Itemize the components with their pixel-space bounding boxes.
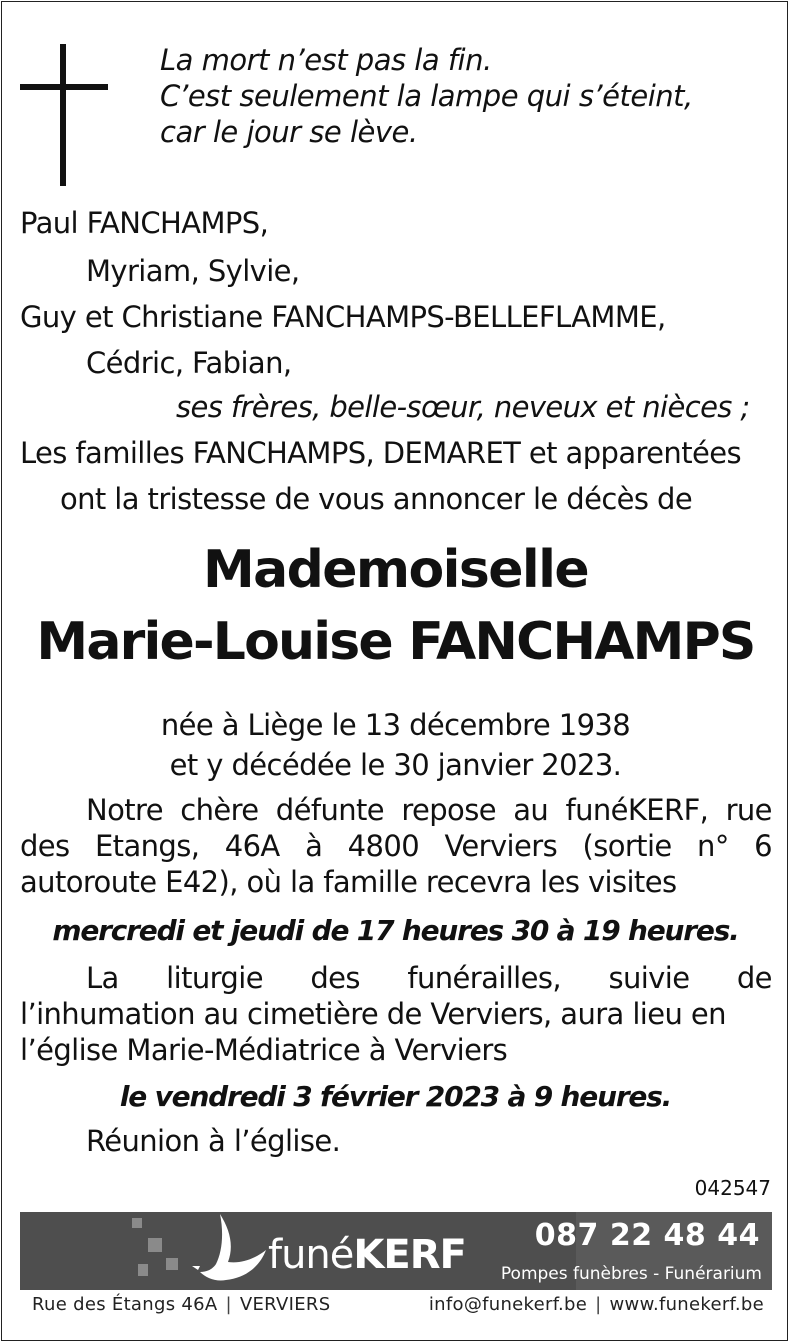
visitation-row-3: autoroute E42), où la famille recevra les visites bbox=[20, 865, 677, 899]
family-line-7: ont la tristesse de vous annoncer le décès de bbox=[60, 482, 693, 516]
banner-contact-panel bbox=[500, 1212, 772, 1290]
quote-line-1: La mort n’est pas la fin. bbox=[160, 43, 492, 77]
funeral-home-banner bbox=[20, 1212, 772, 1290]
footer-web-link[interactable]: www.funekerf.be bbox=[609, 1294, 764, 1315]
phone-number[interactable]: 087 22 48 44 bbox=[534, 1218, 760, 1253]
dove-logo-icon bbox=[190, 1212, 270, 1290]
meeting-note: Réunion à l’église. bbox=[86, 1124, 341, 1158]
decor-square bbox=[148, 1238, 162, 1252]
liturgy-row-2: l’inhumation au cimetière de Verviers, aura lieu en bbox=[20, 997, 726, 1031]
deceased-name: Marie-Louise FANCHAMPS bbox=[36, 612, 755, 672]
liturgy-row-3: l’église Marie-Médiatrice à Verviers bbox=[20, 1033, 508, 1067]
epitaph-quote bbox=[160, 42, 693, 150]
contact-footer: Rue des Étangs 46A | VERVIERS info@funekerf.be | www.funekerf.be bbox=[32, 1294, 764, 1315]
family-line-5: ses frères, belle-sœur, neveux et nièces ; bbox=[176, 390, 750, 424]
footer-address: Rue des Étangs 46A bbox=[32, 1294, 218, 1315]
visitation-row-2: des Etangs, 46A à 4800 Verviers (sortie n° 6 bbox=[20, 829, 772, 863]
decor-square bbox=[166, 1258, 178, 1270]
quote-line-3: car le jour se lève. bbox=[160, 115, 418, 149]
liturgy-paragraph bbox=[20, 960, 772, 1068]
footer-email-link[interactable]: info@funekerf.be bbox=[428, 1294, 588, 1315]
family-line-6: Les familles FANCHAMPS, DEMARET et apparentées bbox=[20, 436, 741, 470]
funeral-date: le vendredi 3 février 2023 à 9 heures. bbox=[119, 1080, 672, 1113]
liturgy-row-1: La liturgie des funérailles, suivie de bbox=[86, 961, 772, 995]
quote-line-2: C’est seulement la lampe qui s’éteint, bbox=[160, 79, 693, 113]
decor-square bbox=[138, 1264, 148, 1276]
family-line-2: Myriam, Sylvie, bbox=[86, 254, 300, 288]
tagline: Pompes funèbres - Funérarium bbox=[500, 1264, 762, 1284]
reference-number: 042547 bbox=[694, 1176, 771, 1200]
deceased-title: Mademoiselle bbox=[203, 540, 588, 600]
family-line-3: Guy et Christiane FANCHAMPS-BELLEFLAMME, bbox=[20, 300, 666, 334]
footer-city: VERVIERS bbox=[239, 1294, 331, 1315]
decor-square bbox=[132, 1218, 142, 1228]
family-line-4: Cédric, Fabian, bbox=[86, 346, 292, 380]
visitation-paragraph bbox=[20, 792, 772, 900]
brand-logo: funéKERF bbox=[268, 1232, 466, 1278]
death-line: et y décédée le 30 janvier 2023. bbox=[169, 748, 622, 782]
family-line-1: Paul FANCHAMPS, bbox=[20, 206, 269, 240]
birth-line: née à Liège le 13 décembre 1938 bbox=[160, 708, 631, 742]
visitation-row-1: Notre chère défunte repose au funéKERF, rue bbox=[86, 793, 772, 827]
visitation-hours: mercredi et jeudi de 17 heures 30 à 19 heures. bbox=[52, 914, 739, 947]
